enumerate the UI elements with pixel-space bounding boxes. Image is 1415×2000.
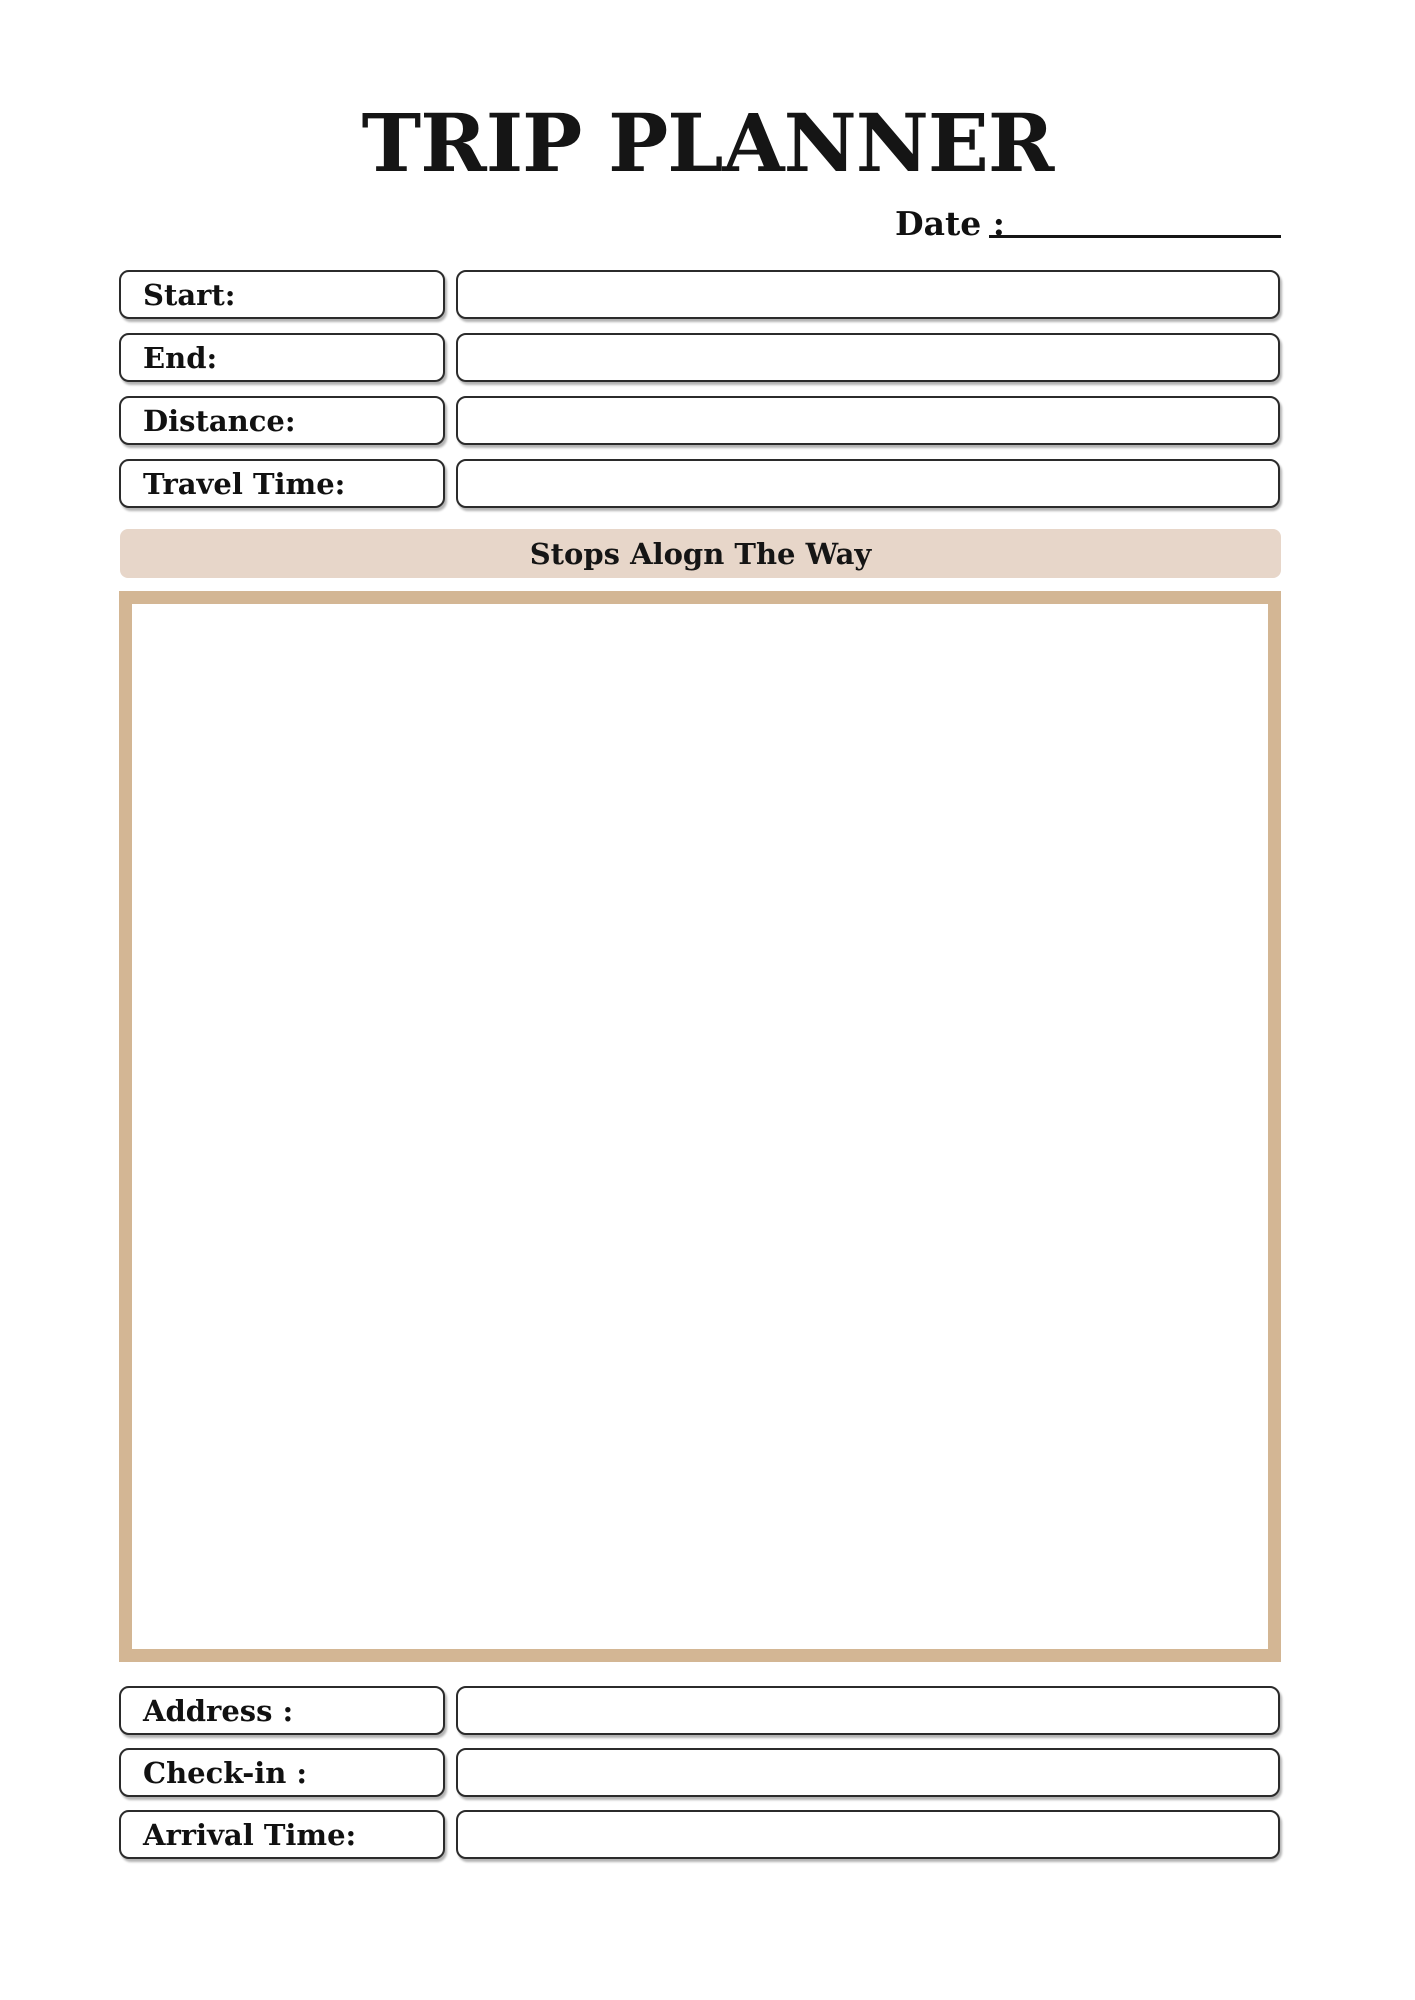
date-label: Date : [895,204,1005,243]
field-row-distance [119,396,1280,445]
end-label [119,333,445,382]
check-in-input[interactable] [456,1748,1280,1797]
travel-time-label-text: Travel Time: [143,466,346,501]
address-label [119,1686,445,1735]
distance-input[interactable] [456,396,1280,445]
start-label-text: Start: [143,277,236,312]
field-row-travel-time [119,459,1280,508]
address-label-text: Address : [143,1693,294,1728]
stops-notes-frame [119,591,1281,1662]
field-row-address [119,1686,1280,1735]
start-input[interactable] [456,270,1280,319]
address-input[interactable] [456,1686,1280,1735]
field-row-arrival-time [119,1810,1280,1859]
check-in-label-text: Check-in : [143,1755,308,1790]
arrival-time-label-text: Arrival Time: [143,1817,357,1852]
distance-label-text: Distance: [143,403,296,438]
start-label [119,270,445,319]
field-row-start [119,270,1280,319]
distance-label [119,396,445,445]
field-row-end [119,333,1280,382]
travel-time-input[interactable] [456,459,1280,508]
travel-time-label [119,459,445,508]
date-fill-in-line[interactable] [989,206,1281,238]
stops-section-header-text: Stops Alogn The Way [529,536,872,571]
field-row-check-in [119,1748,1280,1797]
arrival-time-input[interactable] [456,1810,1280,1859]
stops-section-header [120,529,1281,578]
end-input[interactable] [456,333,1280,382]
page-title: TRIP PLANNER [361,96,1054,190]
check-in-label [119,1748,445,1797]
end-label-text: End: [143,340,218,375]
stops-notes-area[interactable] [132,604,1268,1649]
arrival-time-label [119,1810,445,1859]
